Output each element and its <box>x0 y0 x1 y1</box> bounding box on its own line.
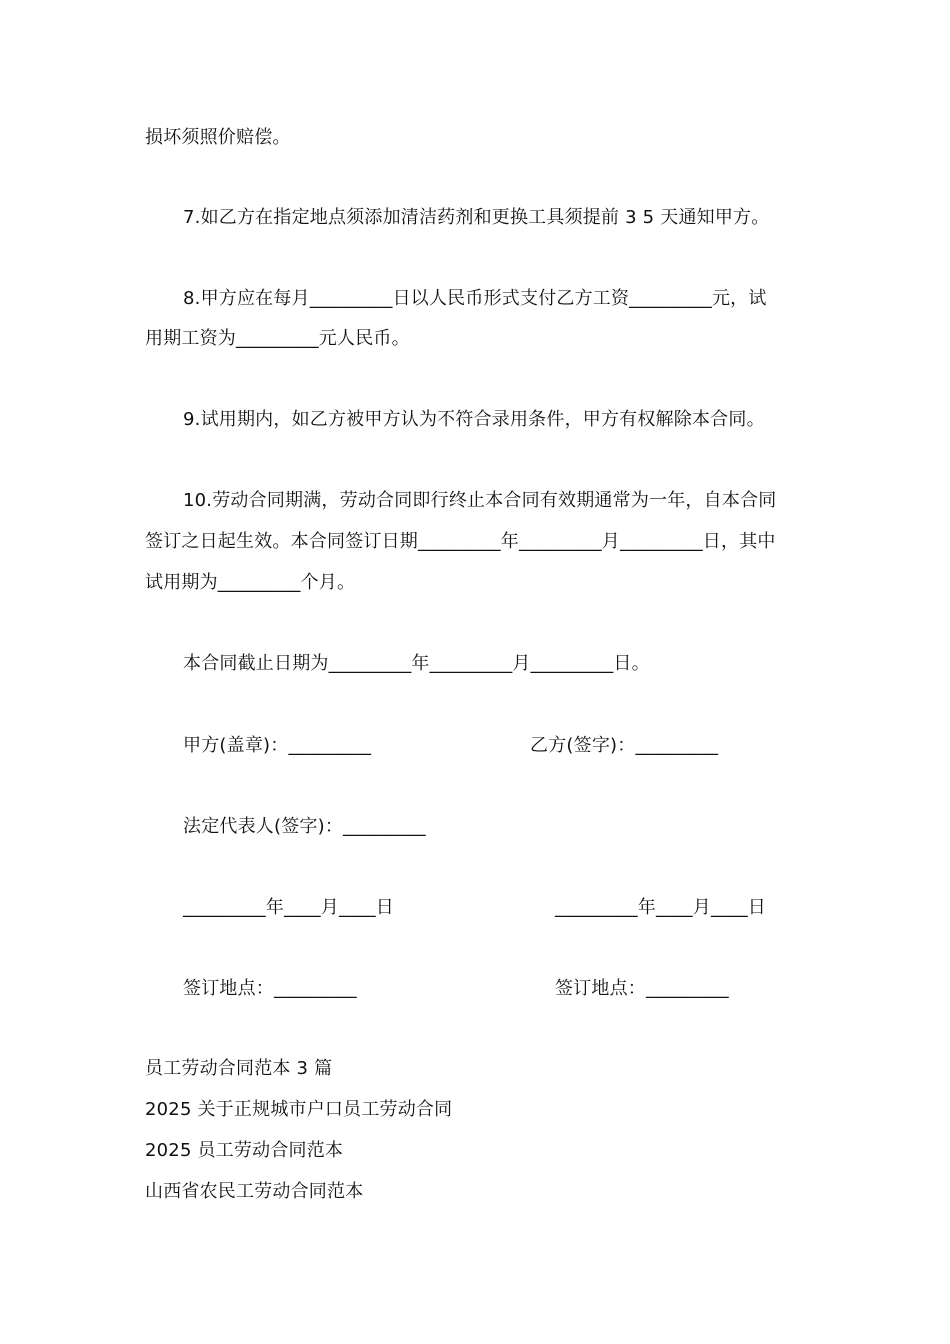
signing-place-right: 签订地点：_________ <box>555 978 729 999</box>
contract-end-date: 本合同截止日期为_________年_________月_________日。 <box>183 653 650 674</box>
related-link-4[interactable]: 山西省农民工劳动合同范本 <box>145 1181 364 1202</box>
legal-representative-signature: 法定代表人(签字)：_________ <box>183 816 426 837</box>
related-link-2[interactable]: 2025 关于正规城市户口员工劳动合同 <box>145 1099 453 1120</box>
clause-10-line-2: 签订之日起生效。本合同签订日期_________年_________月_________日，其中 <box>145 531 776 552</box>
clause-8-line-2: 用期工资为_________元人民币。 <box>145 328 410 349</box>
related-link-1[interactable]: 员工劳动合同范本 3 篇 <box>145 1058 333 1079</box>
clause-8 <box>145 289 767 349</box>
paragraph-continued: 损坏须照价赔偿。 <box>145 127 291 148</box>
clause-10-line-1: 10.劳动合同期满，劳动合同即行终止本合同有效期通常为一年，自本合同 <box>183 490 777 511</box>
clause-10 <box>145 491 776 593</box>
party-a-seal: 甲方(盖章)：_________ <box>183 735 372 756</box>
clause-10-line-3: 试用期为_________个月。 <box>145 572 356 593</box>
clause-7: 7.如乙方在指定地点须添加清洁药剂和更换工具须提前 3 5 天通知甲方。 <box>183 207 770 228</box>
related-link-3[interactable]: 2025 员工劳动合同范本 <box>145 1140 344 1161</box>
clause-8-line-1: 8.甲方应在每月_________日以人民币形式支付乙方工资_________元，试 <box>183 288 767 309</box>
party-b-signature: 乙方(签字)：_________ <box>530 735 719 756</box>
date-left: _________年____月____日 <box>183 897 394 918</box>
date-right: _________年____月____日 <box>555 897 766 918</box>
clause-9: 9.试用期内，如乙方被甲方认为不符合录用条件，甲方有权解除本合同。 <box>183 409 765 430</box>
signing-place-left: 签订地点：_________ <box>183 978 357 999</box>
